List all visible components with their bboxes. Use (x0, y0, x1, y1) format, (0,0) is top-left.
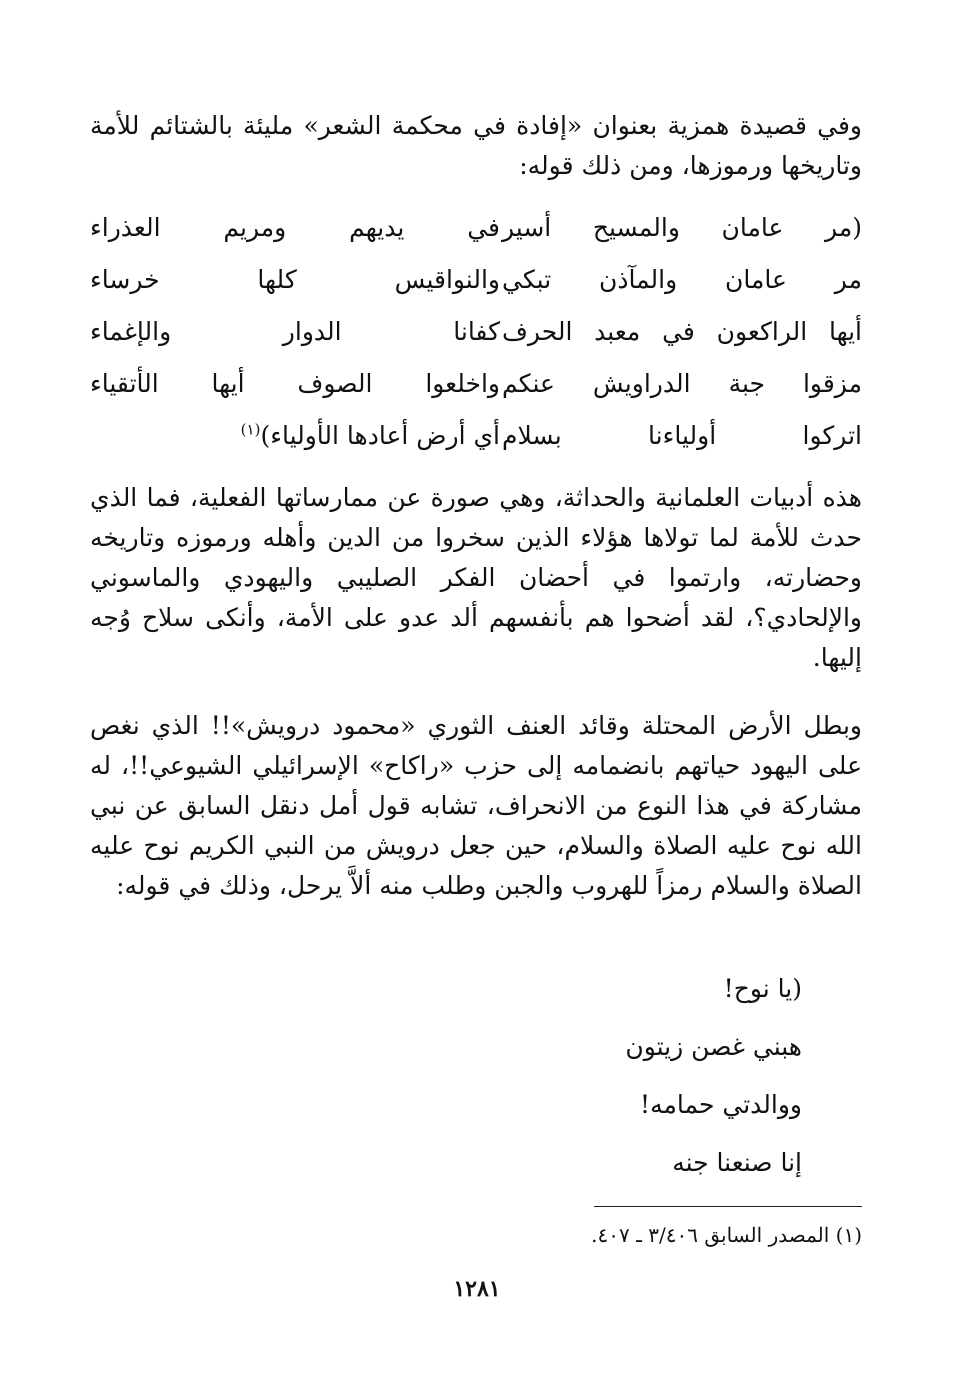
verse-4-first-hemistich: مزقوا جبة الدراويش عنكم (502, 369, 862, 398)
verse-4-second-hemistich: واخلعوا الصوف أيها الأتقياء (90, 369, 500, 398)
paragraph-second: هذه أدبيات العلمانية والحداثة، وهي صورة عن ممارساتها الفعلية، فما الذي حدث للأمة لما تولاها هؤلاء الذين سخروا من الدين وأهله ورموزه وتاريخه وحضارته، وارتموا في أحضان الفكر الصليبي واليهودي والماسوني والإلحادي؟، لقد أضحوا هم بأنفسهم ألد عدو على الأمة، وأنكى سلاح وُجه إليها. (90, 483, 862, 672)
verse-5-second-hemistich-text: أي أرض أعادها الأولياء) (260, 421, 500, 450)
verse-3 (90, 306, 862, 358)
verse-3-second-hemistich: كفانا الدوار والإغماء (90, 317, 500, 346)
verse-5 (90, 410, 862, 462)
footnote: (١) المصدر السابق ٣/٤٠٦ ـ ٤٠٧. (591, 1223, 862, 1247)
poem-verses (90, 202, 862, 462)
verse-2-second-hemistich: والنواقيس كلها خرساء (90, 265, 500, 294)
free-verse-poem (625, 960, 802, 1192)
free-verse-line-1: (يا نوح! (723, 974, 802, 1003)
free-verse-line-2: هبني غصن زيتون (625, 1032, 802, 1061)
verse-2 (90, 254, 862, 306)
verse-5-first-hemistich: اتركوا أولياءنا بسلام (502, 421, 862, 450)
footnote-divider (594, 1206, 862, 1207)
paragraph-intro: وفي قصيدة همزية بعنوان «إفادة في محكمة الشعر» مليئة بالشتائم للأمة وتاريخها ورموزها، ومن ذلك قوله: (90, 111, 862, 180)
verse-3-first-hemistich: أيها الراكعون في معبد الحرف (502, 317, 862, 346)
verse-2-first-hemistich: مر عامان والمآذن تبكي (502, 265, 862, 294)
verse-5-second-hemistich (90, 410, 500, 462)
verse-4 (90, 358, 862, 410)
free-verse-line-3: ووالدتي حمامه! (640, 1090, 802, 1119)
verse-1 (90, 202, 862, 254)
paragraph-third: وبطل الأرض المحتلة وقائد العنف الثوري «محمود درويش»!! الذي نغص على اليهود حياتهم بانضمامه إلى حزب «راكاح» الإسرائيلي الشيوعي!!، له مشاركة في هذا النوع من الانحراف، تشابه قول أمل دنقل السابق عن نبي الله نوح عليه الصلاة والسلام، حين جعل درويش من النبي الكريم نوح عليه الصلاة والسلام رمزاً للهروب والجبن وطلب منه ألاَّ يرحل، وذلك في قوله: (90, 711, 862, 900)
verse-1-first-hemistich: (مر عامان والمسيح أسير (502, 213, 862, 242)
verse-1-second-hemistich: في يديهم ومريم العذراء (90, 213, 500, 242)
footnote-marker[interactable]: (١) (240, 420, 261, 439)
page-number: ١٢٨١ (453, 1276, 501, 1302)
free-verse-line-4: إنا صنعنا جنه (672, 1148, 802, 1177)
